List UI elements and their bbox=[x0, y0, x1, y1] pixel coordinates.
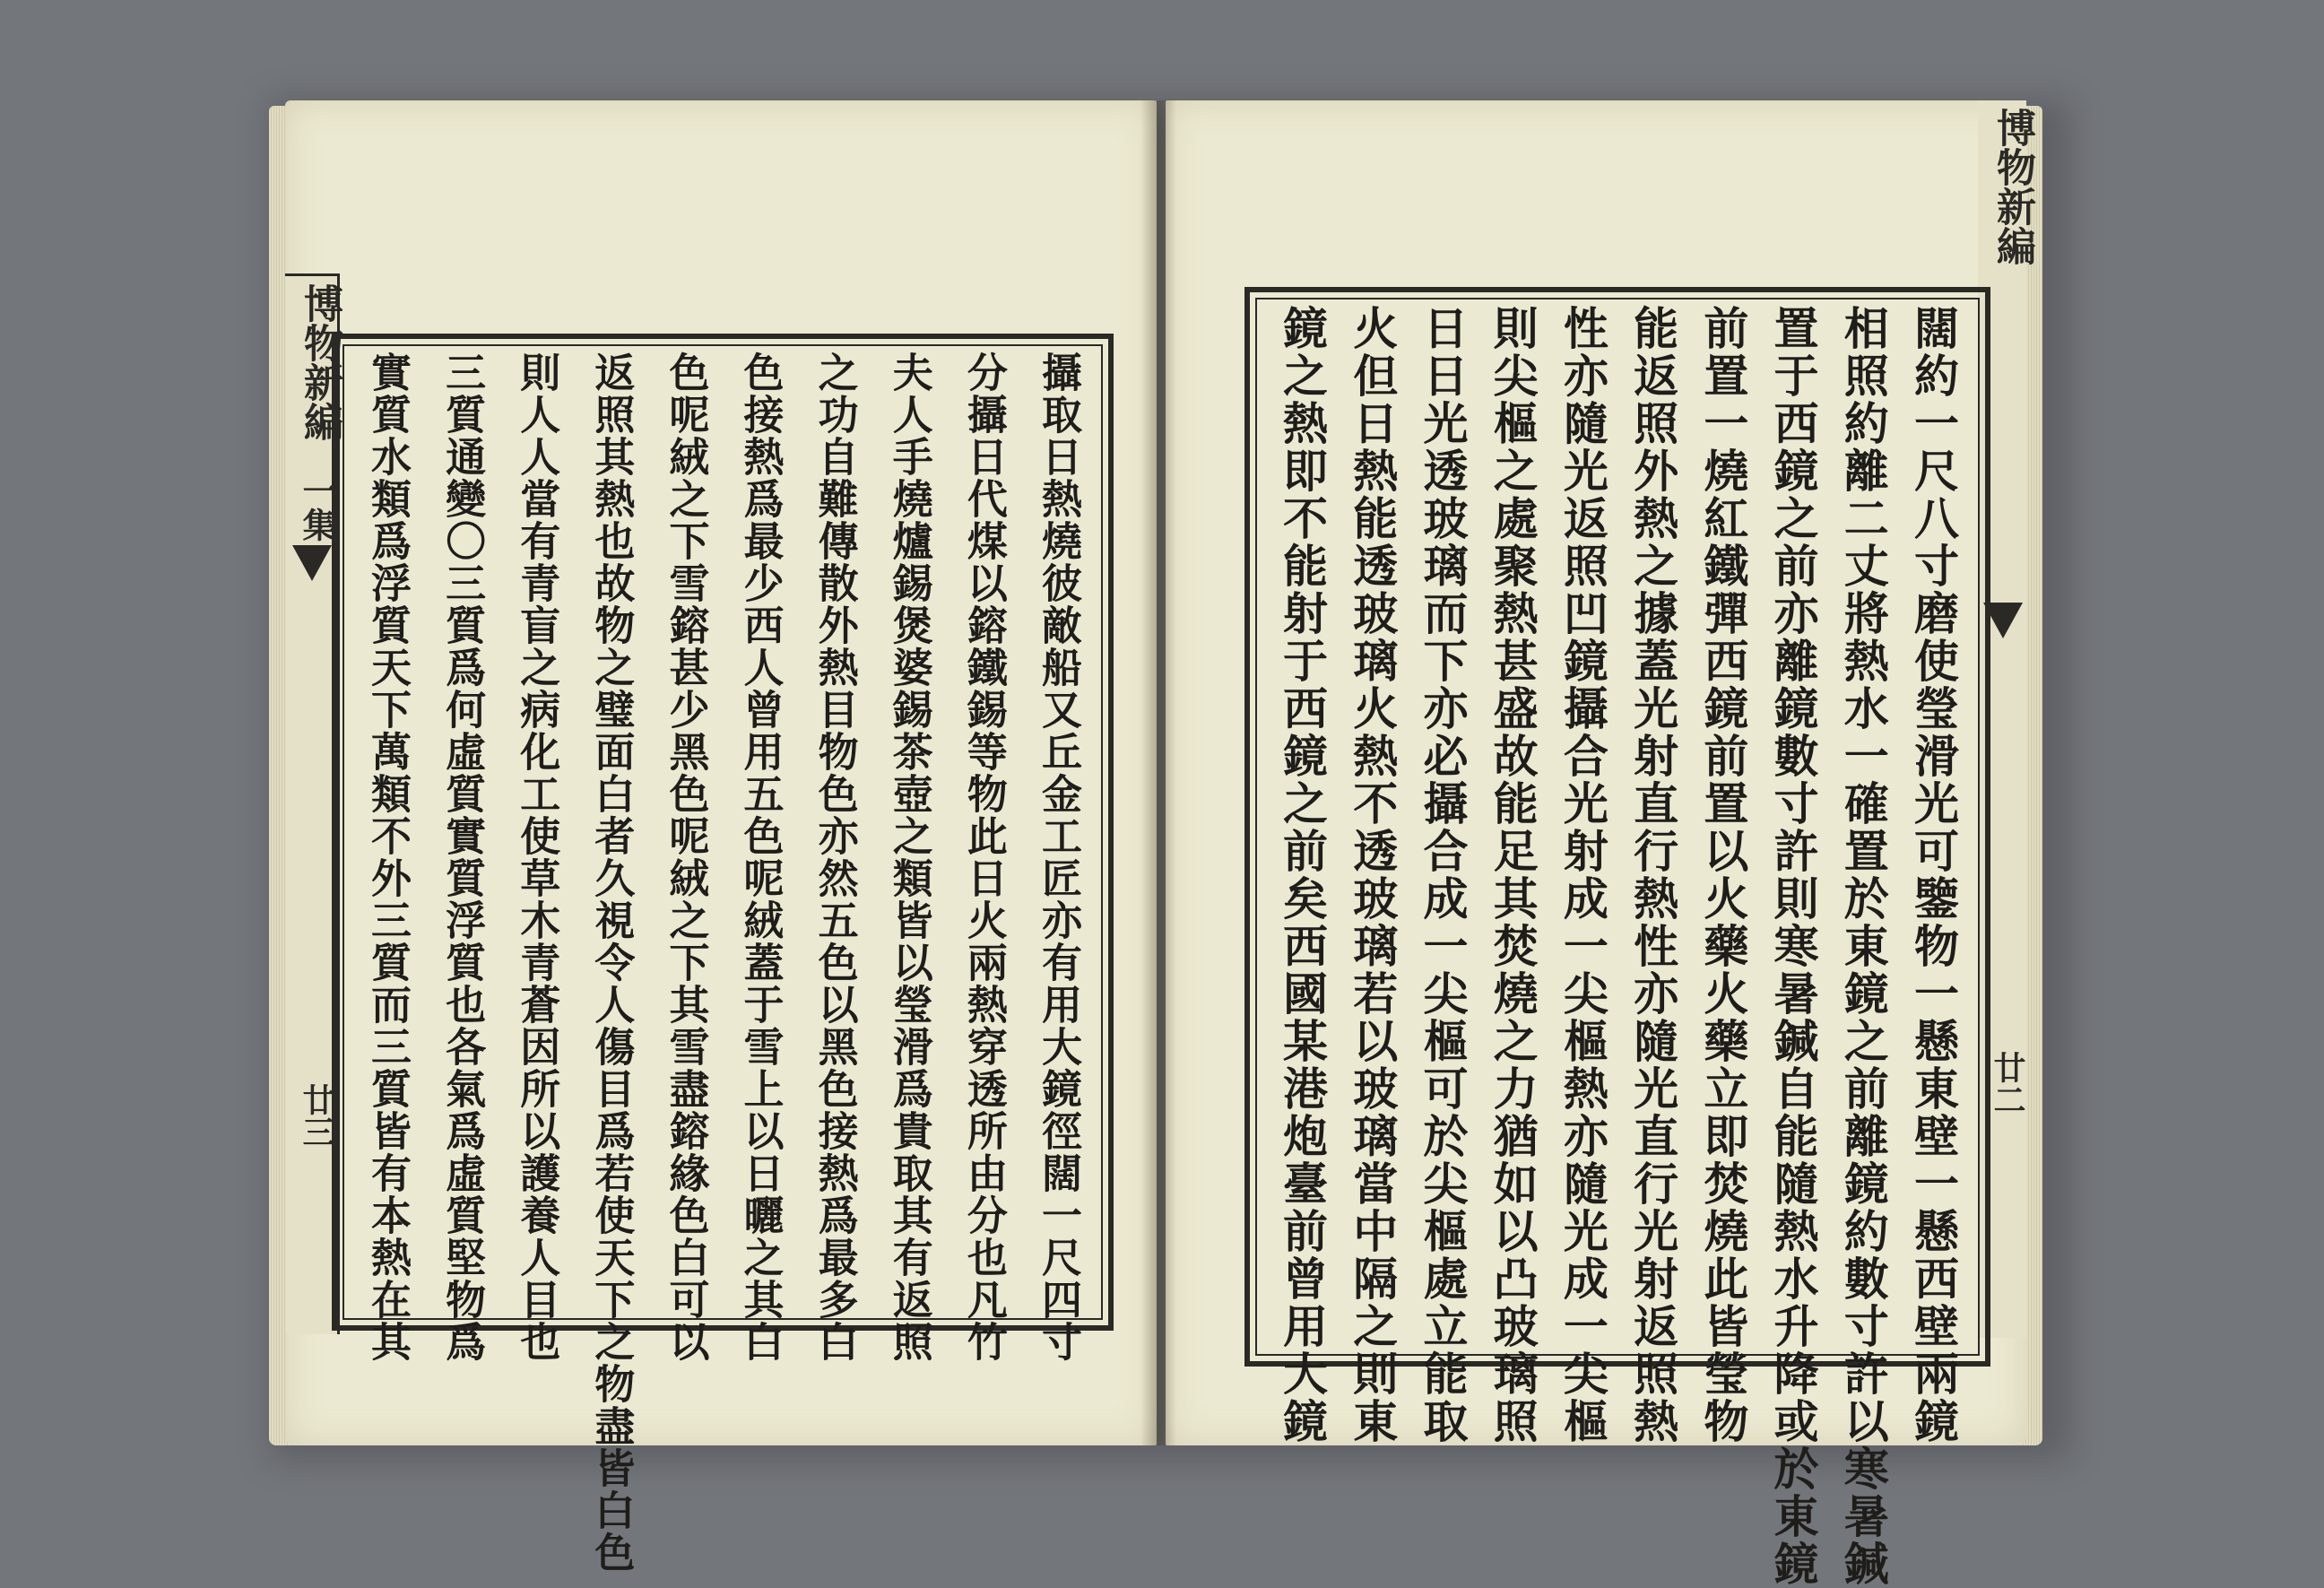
left-page-number: 廿三 bbox=[298, 1083, 335, 1148]
text-column: 夫人手燒爐錫煲婆錫茶壺之類皆以瑩滑爲貴取其有返照 bbox=[885, 351, 933, 1363]
text-column: 能返照外熱之據蓋光射直行熱性亦隨光直行光射返照熱 bbox=[1626, 305, 1680, 1445]
text-column: 之功自難傳散外熱目物色亦然五色以黑色接熱爲最多白 bbox=[811, 351, 859, 1363]
text-column: 火但日熱能透玻璃火熱不透玻璃若以玻璃當中隔之則東 bbox=[1346, 305, 1400, 1445]
text-column: 性亦隨光返照凹鏡攝合光射成一尖樞熱亦隨光成一尖樞 bbox=[1556, 305, 1609, 1445]
text-column: 返照其熱也故物之璧面白者久視令人傷目爲若使天下之物盡皆白色 bbox=[587, 351, 636, 1574]
book-gutter bbox=[1140, 100, 1176, 1445]
text-column: 則人人當有青盲之病化工使草木青蒼因所以護養人目也 bbox=[513, 351, 561, 1363]
right-page-number: 廿二 bbox=[1989, 1051, 2026, 1115]
text-column: 則尖樞之處聚熱甚盛故能足其焚燒之力猶如以凸玻璃照 bbox=[1486, 305, 1539, 1445]
text-column: 相照約離二丈將熱水一確置於東鏡之前離鏡約數寸許以寒暑鍼 bbox=[1836, 305, 1890, 1588]
text-column: 三質通變〇三質爲何虛質實質浮質也各氣爲虛質堅物爲 bbox=[438, 351, 487, 1363]
text-column: 前置一燒紅鐵彈西鏡前置以火藥火藥立即焚燒此皆瑩物 bbox=[1696, 305, 1750, 1445]
right-text-frame bbox=[1244, 287, 1990, 1588]
right-header-title: 博物新編 bbox=[1990, 108, 2035, 265]
text-column: 色呢絨之下雪鎔甚少黑色呢絨之下其雪盡鎔緣色白可以 bbox=[662, 351, 710, 1363]
left-section-label: 一集 bbox=[297, 473, 337, 542]
text-column: 色接熱爲最少西人曾用五色呢絨蓋于雪上以日曬之其白 bbox=[736, 351, 785, 1363]
text-column: 日日光透玻璃而下亦必攝合成一尖樞可於尖樞處立能取 bbox=[1416, 305, 1470, 1445]
fish-tail-mark-icon bbox=[292, 545, 332, 581]
text-column: 置于西鏡之前亦離鏡數寸許則寒暑鍼自能隨熱水升降或於東鏡 bbox=[1766, 305, 1820, 1588]
left-text-frame bbox=[332, 334, 1114, 1574]
text-column: 鏡之熱即不能射于西鏡之前矣西國某港炮臺前曾用大鏡 bbox=[1276, 305, 1329, 1445]
text-column: 攝取日熱燒彼敵船又丘金工匠亦有用大鏡徑闊一尺四寸 bbox=[1034, 351, 1082, 1363]
text-column: 闊約一尺八寸磨使瑩滑光可鑒物一懸東壁一懸西壁兩鏡 bbox=[1906, 305, 1960, 1445]
left-text-columns bbox=[355, 351, 1090, 1574]
text-column: 實質水類爲浮質天下萬類不外三質而三質皆有本熱在其 bbox=[364, 351, 412, 1363]
text-column: 分攝日代煤以鎔鐵錫等物此日火兩熱穿透所由分也凡竹 bbox=[959, 351, 1008, 1363]
right-text-columns bbox=[1268, 305, 1967, 1588]
left-header-title: 博物新編 bbox=[297, 283, 343, 441]
